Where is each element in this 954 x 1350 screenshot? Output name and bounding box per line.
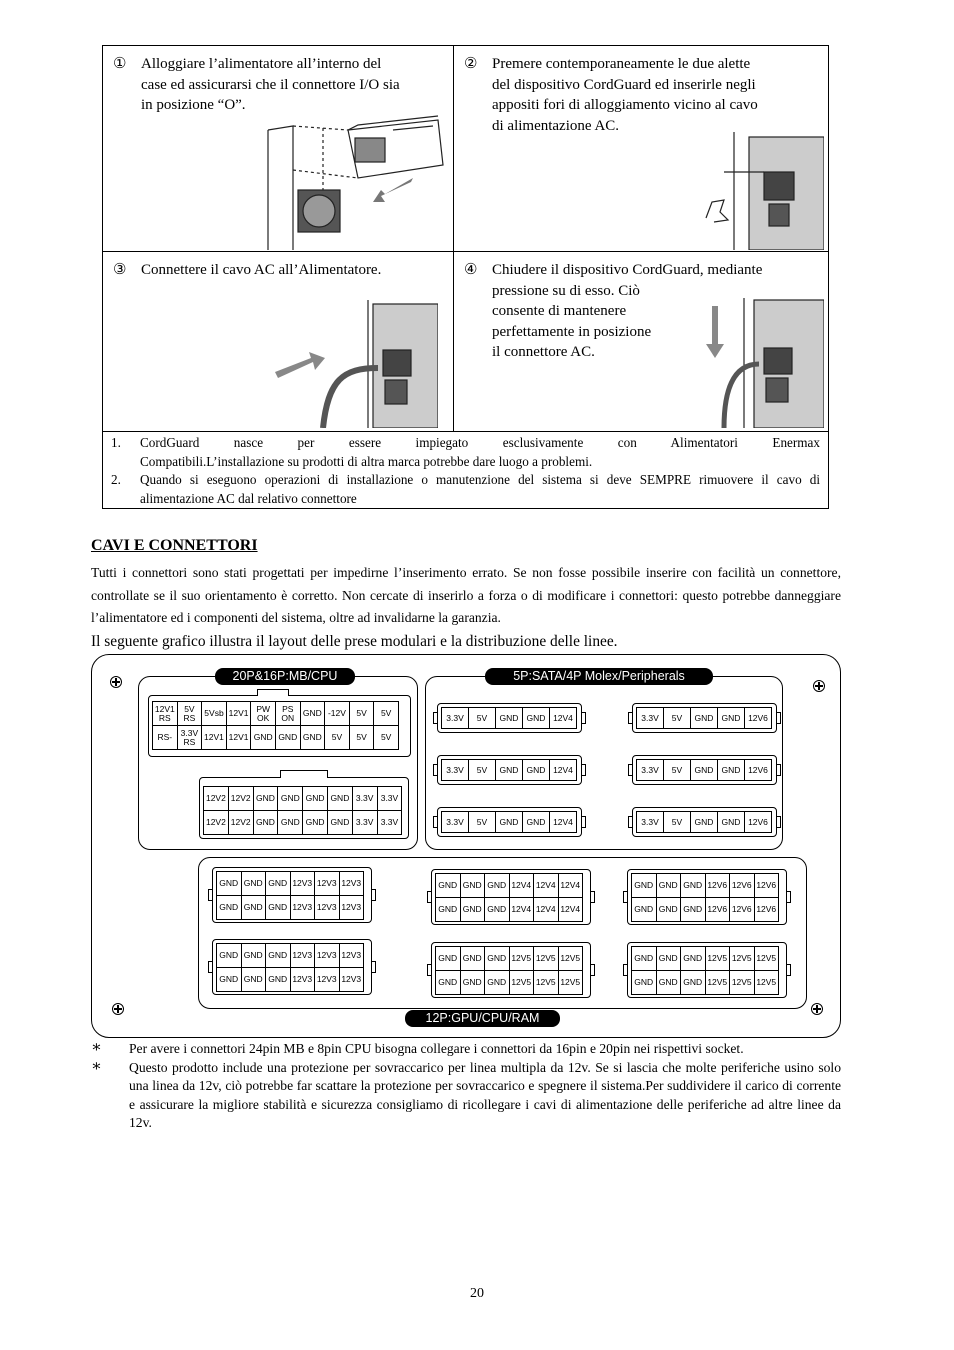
connector-pin: 12V6 bbox=[730, 874, 755, 898]
connector-pin: 3.3V bbox=[353, 811, 378, 835]
connector-pin: GND bbox=[718, 708, 745, 729]
connector-pin: 3.3V bbox=[442, 760, 469, 781]
connector-pin: GND bbox=[242, 896, 267, 920]
connector-pin: 5V bbox=[469, 760, 496, 781]
step-text: Chiudere il dispositivo CordGuard, mediante pressione su di esso. Ciò consente di mantenere perfettamente in posizione il connettore AC. bbox=[492, 262, 763, 360]
connector-latch bbox=[433, 712, 438, 724]
connector-latch bbox=[628, 816, 633, 828]
connector-pin: 12V5 bbox=[510, 947, 535, 971]
connector-pin: GND bbox=[632, 971, 657, 995]
sata-socket-pins bbox=[636, 811, 772, 833]
connector-pin: 12V5 bbox=[559, 971, 584, 995]
step-text: Alloggiare l’alimentatore all’interno del case ed assicurarsi che il connettore I/O sia in posizione “O”. bbox=[141, 56, 400, 113]
modular-connector-diagram bbox=[91, 654, 841, 1038]
connector-pin: 5V RS bbox=[178, 702, 203, 726]
connector-pin: 12V4 bbox=[550, 708, 577, 729]
connector-pin: -12V bbox=[325, 702, 350, 726]
connector-pin: GND bbox=[254, 811, 279, 835]
connector-pin: GND bbox=[657, 874, 682, 898]
step-1-cell bbox=[103, 46, 454, 252]
connector-pin: 3.3V bbox=[378, 787, 403, 811]
step-number: ② bbox=[464, 56, 478, 72]
asterisk-icon: ∗ bbox=[91, 1057, 102, 1075]
connector-pin: 12V4 bbox=[534, 898, 559, 922]
connector-latch bbox=[786, 891, 791, 903]
psu-install-illustration bbox=[263, 110, 448, 250]
screw-icon bbox=[112, 1003, 124, 1015]
connector-pin: 12V1 RS bbox=[153, 702, 178, 726]
connector-pin: GND bbox=[681, 874, 706, 898]
connector-pin: 3.3V bbox=[353, 787, 378, 811]
connector-pin: 12V3 bbox=[315, 968, 340, 992]
connector-pin: 12V2 bbox=[229, 811, 254, 835]
connector-pin: 12V3 bbox=[340, 896, 365, 920]
connector-pin: 12V4 bbox=[550, 760, 577, 781]
connector-pin: 12V3 bbox=[291, 896, 316, 920]
cordguard-insert-illustration bbox=[694, 132, 824, 250]
connector-pin: GND bbox=[436, 947, 461, 971]
connector-pin: GND bbox=[523, 812, 550, 833]
connector-pin: GND bbox=[681, 971, 706, 995]
connector-pin: 12V6 bbox=[706, 874, 731, 898]
sata-socket-pins bbox=[636, 707, 772, 729]
connector-pin: 12V6 bbox=[755, 898, 780, 922]
connector-pin: GND bbox=[436, 874, 461, 898]
connector-pin: 12V2 bbox=[204, 811, 229, 835]
connector-pin: 3.3V bbox=[442, 708, 469, 729]
connector-latch bbox=[433, 816, 438, 828]
connector-pin: GND bbox=[461, 898, 486, 922]
connector-pin: 12V4 bbox=[559, 874, 584, 898]
connector-pin: 12V1 bbox=[227, 702, 252, 726]
connector-pin: 12V3 bbox=[340, 944, 365, 968]
cordguard-close-illustration bbox=[704, 298, 824, 428]
connector-pin: 3.3V bbox=[637, 760, 664, 781]
connector-key-tab bbox=[257, 689, 289, 696]
sata-socket-pins bbox=[636, 759, 772, 781]
asterisk-icon: ∗ bbox=[91, 1039, 102, 1056]
connector-pin: GND bbox=[217, 968, 242, 992]
connector-pin: 12V5 bbox=[559, 947, 584, 971]
connector-pin: GND bbox=[496, 708, 523, 729]
connector-pin: 3.3V bbox=[637, 812, 664, 833]
connector-pin: GND bbox=[523, 760, 550, 781]
connector-pin: GND bbox=[276, 726, 301, 750]
connector-pin: 12V5 bbox=[706, 971, 731, 995]
note-text: Quando si eseguono operazioni di installazione o manutenzione del sistema si deve SEMPRE rimuovere il cavo di alimentazione AC dal relativo connettore bbox=[140, 472, 820, 506]
connector-pin: 12V3 bbox=[291, 872, 316, 896]
connector-pin: 12V4 bbox=[534, 874, 559, 898]
connector-pin: GND bbox=[303, 811, 328, 835]
connector-pin: 3.3V bbox=[378, 811, 403, 835]
connector-pin: 12V4 bbox=[550, 812, 577, 833]
connector-pin: 5V bbox=[664, 708, 691, 729]
connector-pin: 12V3 bbox=[340, 968, 365, 992]
connector-pin: 5V bbox=[350, 702, 375, 726]
connector-pin: GND bbox=[485, 971, 510, 995]
mb-20pin-pins bbox=[152, 701, 399, 750]
connector-pin: GND bbox=[485, 947, 510, 971]
sata-socket-pins bbox=[441, 811, 577, 833]
connector-pin: GND bbox=[242, 944, 267, 968]
connector-latch bbox=[776, 816, 781, 828]
connector-pin: GND bbox=[485, 874, 510, 898]
connector-latch bbox=[208, 889, 213, 901]
connector-latch bbox=[581, 816, 586, 828]
connector-key-tab bbox=[280, 770, 328, 778]
connector-latch bbox=[371, 961, 376, 973]
connector-pin: GND bbox=[657, 947, 682, 971]
connector-pin: PW OK bbox=[251, 702, 276, 726]
connector-pin: GND bbox=[251, 726, 276, 750]
connector-pin: 12V5 bbox=[755, 947, 780, 971]
connector-latch bbox=[581, 764, 586, 776]
section-title: CAVI E CONNETTORI bbox=[91, 537, 258, 554]
connector-pin: 12V4 bbox=[510, 898, 535, 922]
step-number: ① bbox=[113, 56, 127, 72]
connector-pin: 12V5 bbox=[534, 947, 559, 971]
section-paragraph: Tutti i connettori sono stati progettati per impedirne l’inserimento errato. Se non fosse possibile inserire con facilità un connettore, controllate se il suo orientamento è corretto. Non cercate di inserirlo a forza o di modificare i connettori: questo potrebbe danneggiare l’alimentatore ed i componenti del sistema, oltre ad invalidarne la garanzia. bbox=[91, 565, 841, 625]
connector-pin: 5V bbox=[469, 708, 496, 729]
connector-latch bbox=[581, 712, 586, 724]
connector-pin: GND bbox=[301, 726, 326, 750]
screw-icon bbox=[813, 680, 825, 692]
connector-pin: 12V6 bbox=[745, 760, 772, 781]
sata-socket-pins bbox=[441, 759, 577, 781]
connector-pin: GND bbox=[691, 708, 718, 729]
connector-pin: 12V5 bbox=[730, 971, 755, 995]
connector-pin: GND bbox=[328, 811, 353, 835]
connector-pin: 12V2 bbox=[229, 787, 254, 811]
connector-pin: GND bbox=[328, 787, 353, 811]
connector-pin: GND bbox=[278, 811, 303, 835]
connector-pin: 12V6 bbox=[755, 874, 780, 898]
step-2-cell bbox=[454, 46, 828, 252]
connector-latch bbox=[590, 891, 595, 903]
connector-latch bbox=[208, 961, 213, 973]
connector-pin: 12V6 bbox=[745, 812, 772, 833]
note-number: 1. bbox=[111, 435, 121, 450]
screw-icon bbox=[110, 676, 122, 688]
footnote-text: Per avere i connettori 24pin MB e 8pin CPU bisogna collegare i connettori da 16pin e 20pin nei rispettivi socket. bbox=[129, 1041, 744, 1056]
note-text-line: Compatibili.L’installazione su prodotti di altra marca potrebbe dare luogo a problemi. bbox=[140, 453, 593, 469]
connector-pin: GND bbox=[217, 872, 242, 896]
connector-latch bbox=[623, 891, 628, 903]
connector-pin: 12V4 bbox=[559, 898, 584, 922]
connector-pin: GND bbox=[217, 896, 242, 920]
mb-cpu-label: 20P&16P:MB/CPU bbox=[215, 668, 355, 685]
connector-pin: GND bbox=[718, 812, 745, 833]
connector-pin: 5V bbox=[664, 760, 691, 781]
connector-pin: GND bbox=[436, 898, 461, 922]
connector-pin: GND bbox=[632, 874, 657, 898]
connector-pin: 12V6 bbox=[730, 898, 755, 922]
connector-pin: GND bbox=[681, 898, 706, 922]
connector-pin: GND bbox=[278, 787, 303, 811]
connector-pin: 12V3 bbox=[340, 872, 365, 896]
connector-pin: 12V6 bbox=[745, 708, 772, 729]
note-number: 2. bbox=[111, 472, 121, 487]
connector-pin: 5V bbox=[350, 726, 375, 750]
connector-pin: 5V bbox=[374, 726, 399, 750]
connector-pin: 3.3V bbox=[637, 708, 664, 729]
footnotes bbox=[91, 1040, 841, 1133]
connector-pin: GND bbox=[242, 872, 267, 896]
footnote-item bbox=[91, 1040, 841, 1059]
connector-pin: GND bbox=[266, 944, 291, 968]
connector-pin: GND bbox=[266, 968, 291, 992]
connector-pin: GND bbox=[461, 971, 486, 995]
connector-pin: 12V4 bbox=[510, 874, 535, 898]
connector-pin: GND bbox=[301, 702, 326, 726]
gpu-12pin-socket-pins bbox=[216, 871, 364, 920]
connector-latch bbox=[433, 764, 438, 776]
connector-latch bbox=[623, 964, 628, 976]
note-item bbox=[111, 471, 820, 508]
connector-pin: GND bbox=[657, 898, 682, 922]
connector-pin: GND bbox=[266, 896, 291, 920]
connector-pin: 12V5 bbox=[706, 947, 731, 971]
connector-pin: 12V5 bbox=[534, 971, 559, 995]
connector-latch bbox=[427, 891, 432, 903]
connector-pin: GND bbox=[217, 944, 242, 968]
connector-pin: PS ON bbox=[276, 702, 301, 726]
connector-pin: 3.3V RS bbox=[178, 726, 203, 750]
connector-pin: 12V5 bbox=[730, 947, 755, 971]
connector-pin: 5V bbox=[664, 812, 691, 833]
connector-pin: RS- bbox=[153, 726, 178, 750]
connector-pin: GND bbox=[485, 898, 510, 922]
connector-pin: 5Vsb bbox=[202, 702, 227, 726]
connector-latch bbox=[590, 964, 595, 976]
installation-steps-table bbox=[102, 45, 829, 509]
connector-pin: 12V3 bbox=[315, 944, 340, 968]
connector-pin: GND bbox=[632, 898, 657, 922]
sata-peripherals-label: 5P:SATA/4P Molex/Peripherals bbox=[485, 668, 713, 685]
connector-pin: 12V5 bbox=[510, 971, 535, 995]
connector-pin: 12V2 bbox=[204, 787, 229, 811]
connector-pin: GND bbox=[691, 812, 718, 833]
gpu-12pin-socket-pins bbox=[435, 946, 583, 995]
gpu-12pin-socket-pins bbox=[435, 873, 583, 922]
footnote-item bbox=[91, 1059, 841, 1133]
connector-latch bbox=[371, 889, 376, 901]
connector-pin: 5V bbox=[325, 726, 350, 750]
connector-pin: GND bbox=[632, 947, 657, 971]
connector-pin: GND bbox=[523, 708, 550, 729]
connector-pin: GND bbox=[266, 872, 291, 896]
connector-pin: GND bbox=[242, 968, 267, 992]
connector-pin: 12V1 bbox=[202, 726, 227, 750]
connector-latch bbox=[786, 964, 791, 976]
connector-latch bbox=[776, 712, 781, 724]
connector-pin: GND bbox=[657, 971, 682, 995]
connector-pin: 12V3 bbox=[315, 872, 340, 896]
connector-pin: 3.3V bbox=[442, 812, 469, 833]
connector-pin: 12V3 bbox=[315, 896, 340, 920]
connector-latch bbox=[628, 712, 633, 724]
connector-pin: GND bbox=[303, 787, 328, 811]
gpu-12pin-socket-pins bbox=[631, 873, 779, 922]
ac-cable-connect-illustration bbox=[273, 300, 438, 428]
connector-latch bbox=[427, 964, 432, 976]
connector-pin: GND bbox=[718, 760, 745, 781]
step-number: ③ bbox=[113, 262, 127, 278]
connector-pin: GND bbox=[461, 947, 486, 971]
gpu-12pin-socket-pins bbox=[216, 943, 364, 992]
connector-pin: 5V bbox=[374, 702, 399, 726]
page-number: 20 bbox=[470, 1286, 484, 1301]
step-text: Premere contemporaneamente le due alette del dispositivo CordGuard ed inserirle negli appositi fori di alloggiamento vicino al cavo di alimentazione AC. bbox=[492, 56, 758, 134]
connector-pin: 12V1 bbox=[227, 726, 252, 750]
connector-pin: GND bbox=[436, 971, 461, 995]
connector-pin: 12V3 bbox=[291, 968, 316, 992]
connector-pin: GND bbox=[461, 874, 486, 898]
connector-pin: 12V5 bbox=[755, 971, 780, 995]
gpu-12pin-socket-pins bbox=[631, 946, 779, 995]
screw-icon bbox=[811, 1003, 823, 1015]
step-3-cell bbox=[103, 252, 454, 432]
note-item bbox=[111, 434, 820, 471]
connector-pin: GND bbox=[691, 760, 718, 781]
connector-pin: GND bbox=[681, 947, 706, 971]
step-text: Connettere il cavo AC all’Alimentatore. bbox=[141, 262, 382, 278]
connector-pin: GND bbox=[254, 787, 279, 811]
sata-socket-pins bbox=[441, 707, 577, 729]
connector-pin: 5V bbox=[469, 812, 496, 833]
connector-pin: GND bbox=[496, 812, 523, 833]
gpu-cpu-ram-label: 12P:GPU/CPU/RAM bbox=[405, 1010, 560, 1027]
diagram-intro: Il seguente grafico illustra il layout delle prese modulari e la distribuzione delle linee. bbox=[91, 633, 618, 650]
important-notes bbox=[103, 432, 828, 508]
footnote-text: Questo prodotto include una protezione per sovraccarico per linea multipla da 12v. Se si lascia che molte periferiche usino solo una linea da 12v, ciò potrebbe far scattare la protezione per sovraccarico e spegnere il sistema.Per suddividere il carico di corrente e assicurare la migliore stabilità e sicurezza consigliamo di ricollegare i cavi di alimentazione delle periferiche ad altre linee da 12v. bbox=[129, 1059, 841, 1130]
connector-latch bbox=[628, 764, 633, 776]
note-text-line: CordGuard nasce per essere impiegato esclusivamente con Alimentatori Enermax bbox=[140, 435, 820, 450]
connector-pin: GND bbox=[496, 760, 523, 781]
cpu-16pin-pins bbox=[203, 786, 402, 835]
connector-pin: 12V3 bbox=[291, 944, 316, 968]
step-4-cell bbox=[454, 252, 828, 432]
connector-pin: 12V6 bbox=[706, 898, 731, 922]
connector-latch bbox=[776, 764, 781, 776]
step-number: ④ bbox=[464, 262, 478, 278]
